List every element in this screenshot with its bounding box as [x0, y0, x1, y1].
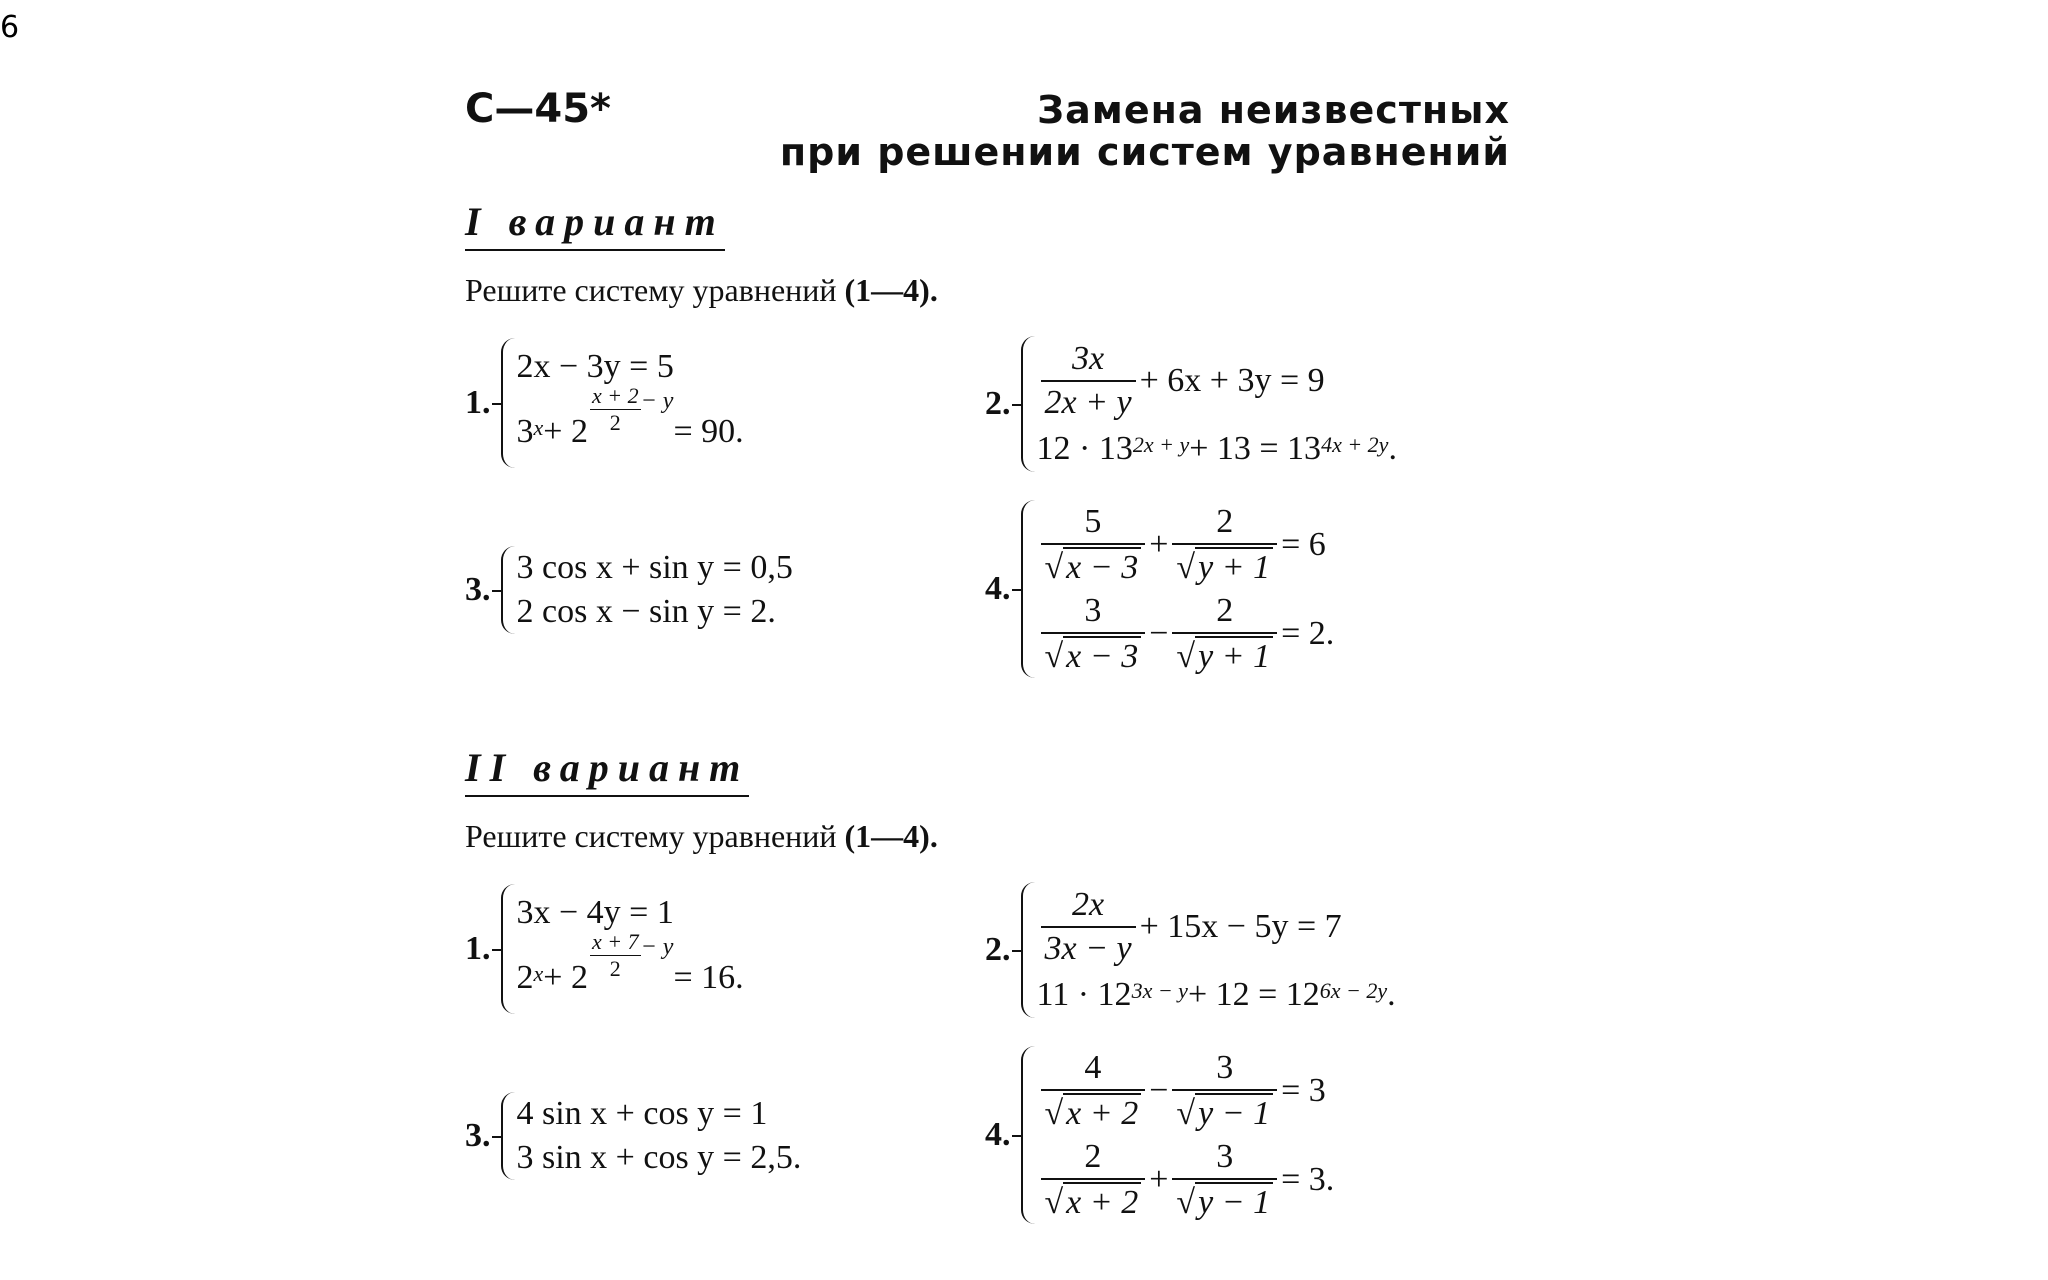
system-brace [501, 546, 793, 634]
exponent: 2x + y [1132, 432, 1190, 457]
problem-number: 4. [985, 1116, 1011, 1153]
fraction [1041, 340, 1136, 422]
equation [1037, 976, 1396, 1014]
fraction [1172, 503, 1277, 587]
v2-problem-1 [465, 884, 744, 1014]
term: + 2 [543, 412, 588, 450]
term: + 13 = 13 [1189, 430, 1322, 467]
denominator [1041, 1089, 1146, 1133]
fraction [1041, 503, 1146, 587]
denominator [1041, 632, 1146, 676]
term: 11 · 12 [1036, 976, 1132, 1013]
equation: 3x − 4y = 1 [516, 893, 674, 931]
system-brace [501, 884, 744, 1014]
problem-number: 1. [465, 930, 491, 967]
sqrt: √ y − 1 [1176, 1093, 1273, 1133]
equation [1037, 1138, 1335, 1222]
sqrt: √ x − 3 [1045, 547, 1142, 587]
exp-numerator: x + 7 [591, 929, 639, 955]
equation [1037, 430, 1397, 468]
instruction-text: Решите систему уравнений [465, 272, 837, 308]
v2-problem-4 [985, 1046, 1334, 1224]
exp-denominator: 2 [609, 410, 621, 436]
term: = 16. [673, 958, 744, 996]
numerator: 2 [1216, 591, 1234, 629]
term: . [1388, 430, 1397, 467]
instruction-text: Решите систему уравнений [465, 818, 837, 854]
page-corner-number: 6 [0, 10, 20, 45]
sqrt: √ x + 2 [1045, 1182, 1142, 1222]
exp-numerator: x + 2 [591, 383, 639, 409]
v1-problem-3 [465, 546, 793, 634]
numerator: 4 [1084, 1048, 1102, 1086]
problem-number: 2. [985, 385, 1011, 422]
equation: 3 cos x + sin y = 0,5 [516, 549, 793, 586]
term: . [1387, 976, 1396, 1013]
rhs: = 3 [1281, 1071, 1326, 1109]
numerator: 5 [1084, 502, 1102, 540]
sqrt: √ y + 1 [1176, 636, 1273, 676]
fraction-exponent [590, 383, 641, 436]
radicand: x + 2 [1063, 1093, 1141, 1133]
denominator: 3x − y [1041, 926, 1136, 968]
equation [1037, 592, 1335, 676]
equation: 2 cos x − sin y = 2. [516, 593, 776, 630]
exp-tail: − y [640, 934, 674, 961]
denominator [1172, 543, 1277, 587]
problem-number: 3. [465, 571, 491, 608]
sqrt: √ y − 1 [1176, 1182, 1273, 1222]
radicand: x + 2 [1063, 1182, 1141, 1222]
problem-number: 2. [985, 931, 1011, 968]
equation [1037, 340, 1397, 422]
equation [1037, 503, 1335, 587]
variant-2-heading: II вариант [465, 744, 749, 797]
operator: − [1149, 1071, 1169, 1109]
v1-problem-2 [985, 336, 1397, 472]
v2-problem-3 [465, 1092, 801, 1180]
variant-1-heading: I вариант [465, 198, 725, 251]
numerator: 2 [1216, 502, 1234, 540]
term: + 12 = 12 [1187, 976, 1320, 1013]
denominator [1041, 1178, 1146, 1222]
rhs: = 6 [1281, 525, 1326, 563]
equation: 4 sin x + cos y = 1 [516, 1095, 768, 1132]
problem-number: 1. [465, 384, 491, 421]
term: 3 [516, 412, 534, 450]
system-brace [1021, 882, 1396, 1018]
equation: 3 sin x + cos y = 2,5. [516, 1139, 802, 1176]
operator: + [1149, 1160, 1169, 1198]
system-brace [501, 338, 744, 468]
rhs: = 2. [1281, 614, 1335, 652]
equation: 2x − 3y = 5 [516, 347, 674, 385]
fraction [1172, 1049, 1277, 1133]
v1-problem-4 [985, 500, 1334, 678]
v2-problem-2 [985, 882, 1396, 1018]
sqrt: √ x − 3 [1045, 636, 1142, 676]
page-title-line-2: при решении систем уравнений [779, 130, 1510, 174]
term: + 2 [543, 958, 588, 996]
fraction [1172, 592, 1277, 676]
v1-problem-1 [465, 338, 744, 468]
system-brace [501, 1092, 802, 1180]
exponent: x [533, 960, 544, 986]
radicand: y + 1 [1195, 547, 1273, 587]
denominator [1172, 632, 1277, 676]
numerator: 3 [1216, 1137, 1234, 1175]
worksheet-code: С—45* [465, 86, 611, 132]
numerator: 3 [1084, 591, 1102, 629]
exponent: x [533, 414, 544, 440]
exponent: 6x − 2y [1319, 978, 1388, 1003]
radicand: x − 3 [1063, 636, 1141, 676]
rhs: = 3. [1281, 1160, 1335, 1198]
sqrt: √ x + 2 [1045, 1093, 1142, 1133]
equation [516, 929, 744, 1004]
page-title-line-1: Замена неизвестных [1037, 88, 1510, 132]
equation [516, 383, 744, 458]
equation [1037, 1049, 1335, 1133]
term: = 90. [673, 412, 744, 450]
instruction-range: (1—4). [844, 272, 938, 308]
sqrt: √ y + 1 [1176, 547, 1273, 587]
radicand: y − 1 [1195, 1093, 1273, 1133]
equation [1037, 886, 1396, 968]
variant-2-instruction [465, 818, 938, 855]
exp-denominator: 2 [609, 956, 621, 982]
fraction-exponent [590, 929, 641, 982]
operator: − [1149, 614, 1169, 652]
denominator [1172, 1089, 1277, 1133]
numerator: 3 [1216, 1048, 1234, 1086]
system-brace [1021, 1046, 1335, 1224]
system-brace [1021, 500, 1335, 678]
problem-number: 4. [985, 570, 1011, 607]
denominator: 2x + y [1041, 380, 1136, 422]
term: 12 · 13 [1036, 430, 1133, 467]
fraction [1041, 592, 1146, 676]
problem-number: 3. [465, 1117, 491, 1154]
radicand: y + 1 [1195, 636, 1273, 676]
numerator: 2x [1072, 886, 1105, 923]
system-brace [1021, 336, 1397, 472]
operator: + [1149, 525, 1169, 563]
term: 2 [516, 958, 534, 996]
term: + 6x + 3y = 9 [1139, 362, 1325, 399]
numerator: 3x [1072, 340, 1105, 377]
term: + 15x − 5y = 7 [1139, 908, 1342, 945]
fraction [1041, 1138, 1146, 1222]
denominator [1172, 1178, 1277, 1222]
instruction-range: (1—4). [844, 818, 938, 854]
exponent: 3x − y [1131, 978, 1188, 1003]
radicand: x − 3 [1063, 547, 1141, 587]
exp-tail: − y [640, 388, 674, 415]
variant-1-instruction [465, 272, 938, 309]
radicand: y − 1 [1195, 1182, 1273, 1222]
denominator [1041, 543, 1146, 587]
fraction [1041, 1049, 1146, 1133]
exponent: 4x + 2y [1321, 432, 1389, 457]
numerator: 2 [1084, 1137, 1102, 1175]
fraction [1172, 1138, 1277, 1222]
fraction [1041, 886, 1136, 968]
